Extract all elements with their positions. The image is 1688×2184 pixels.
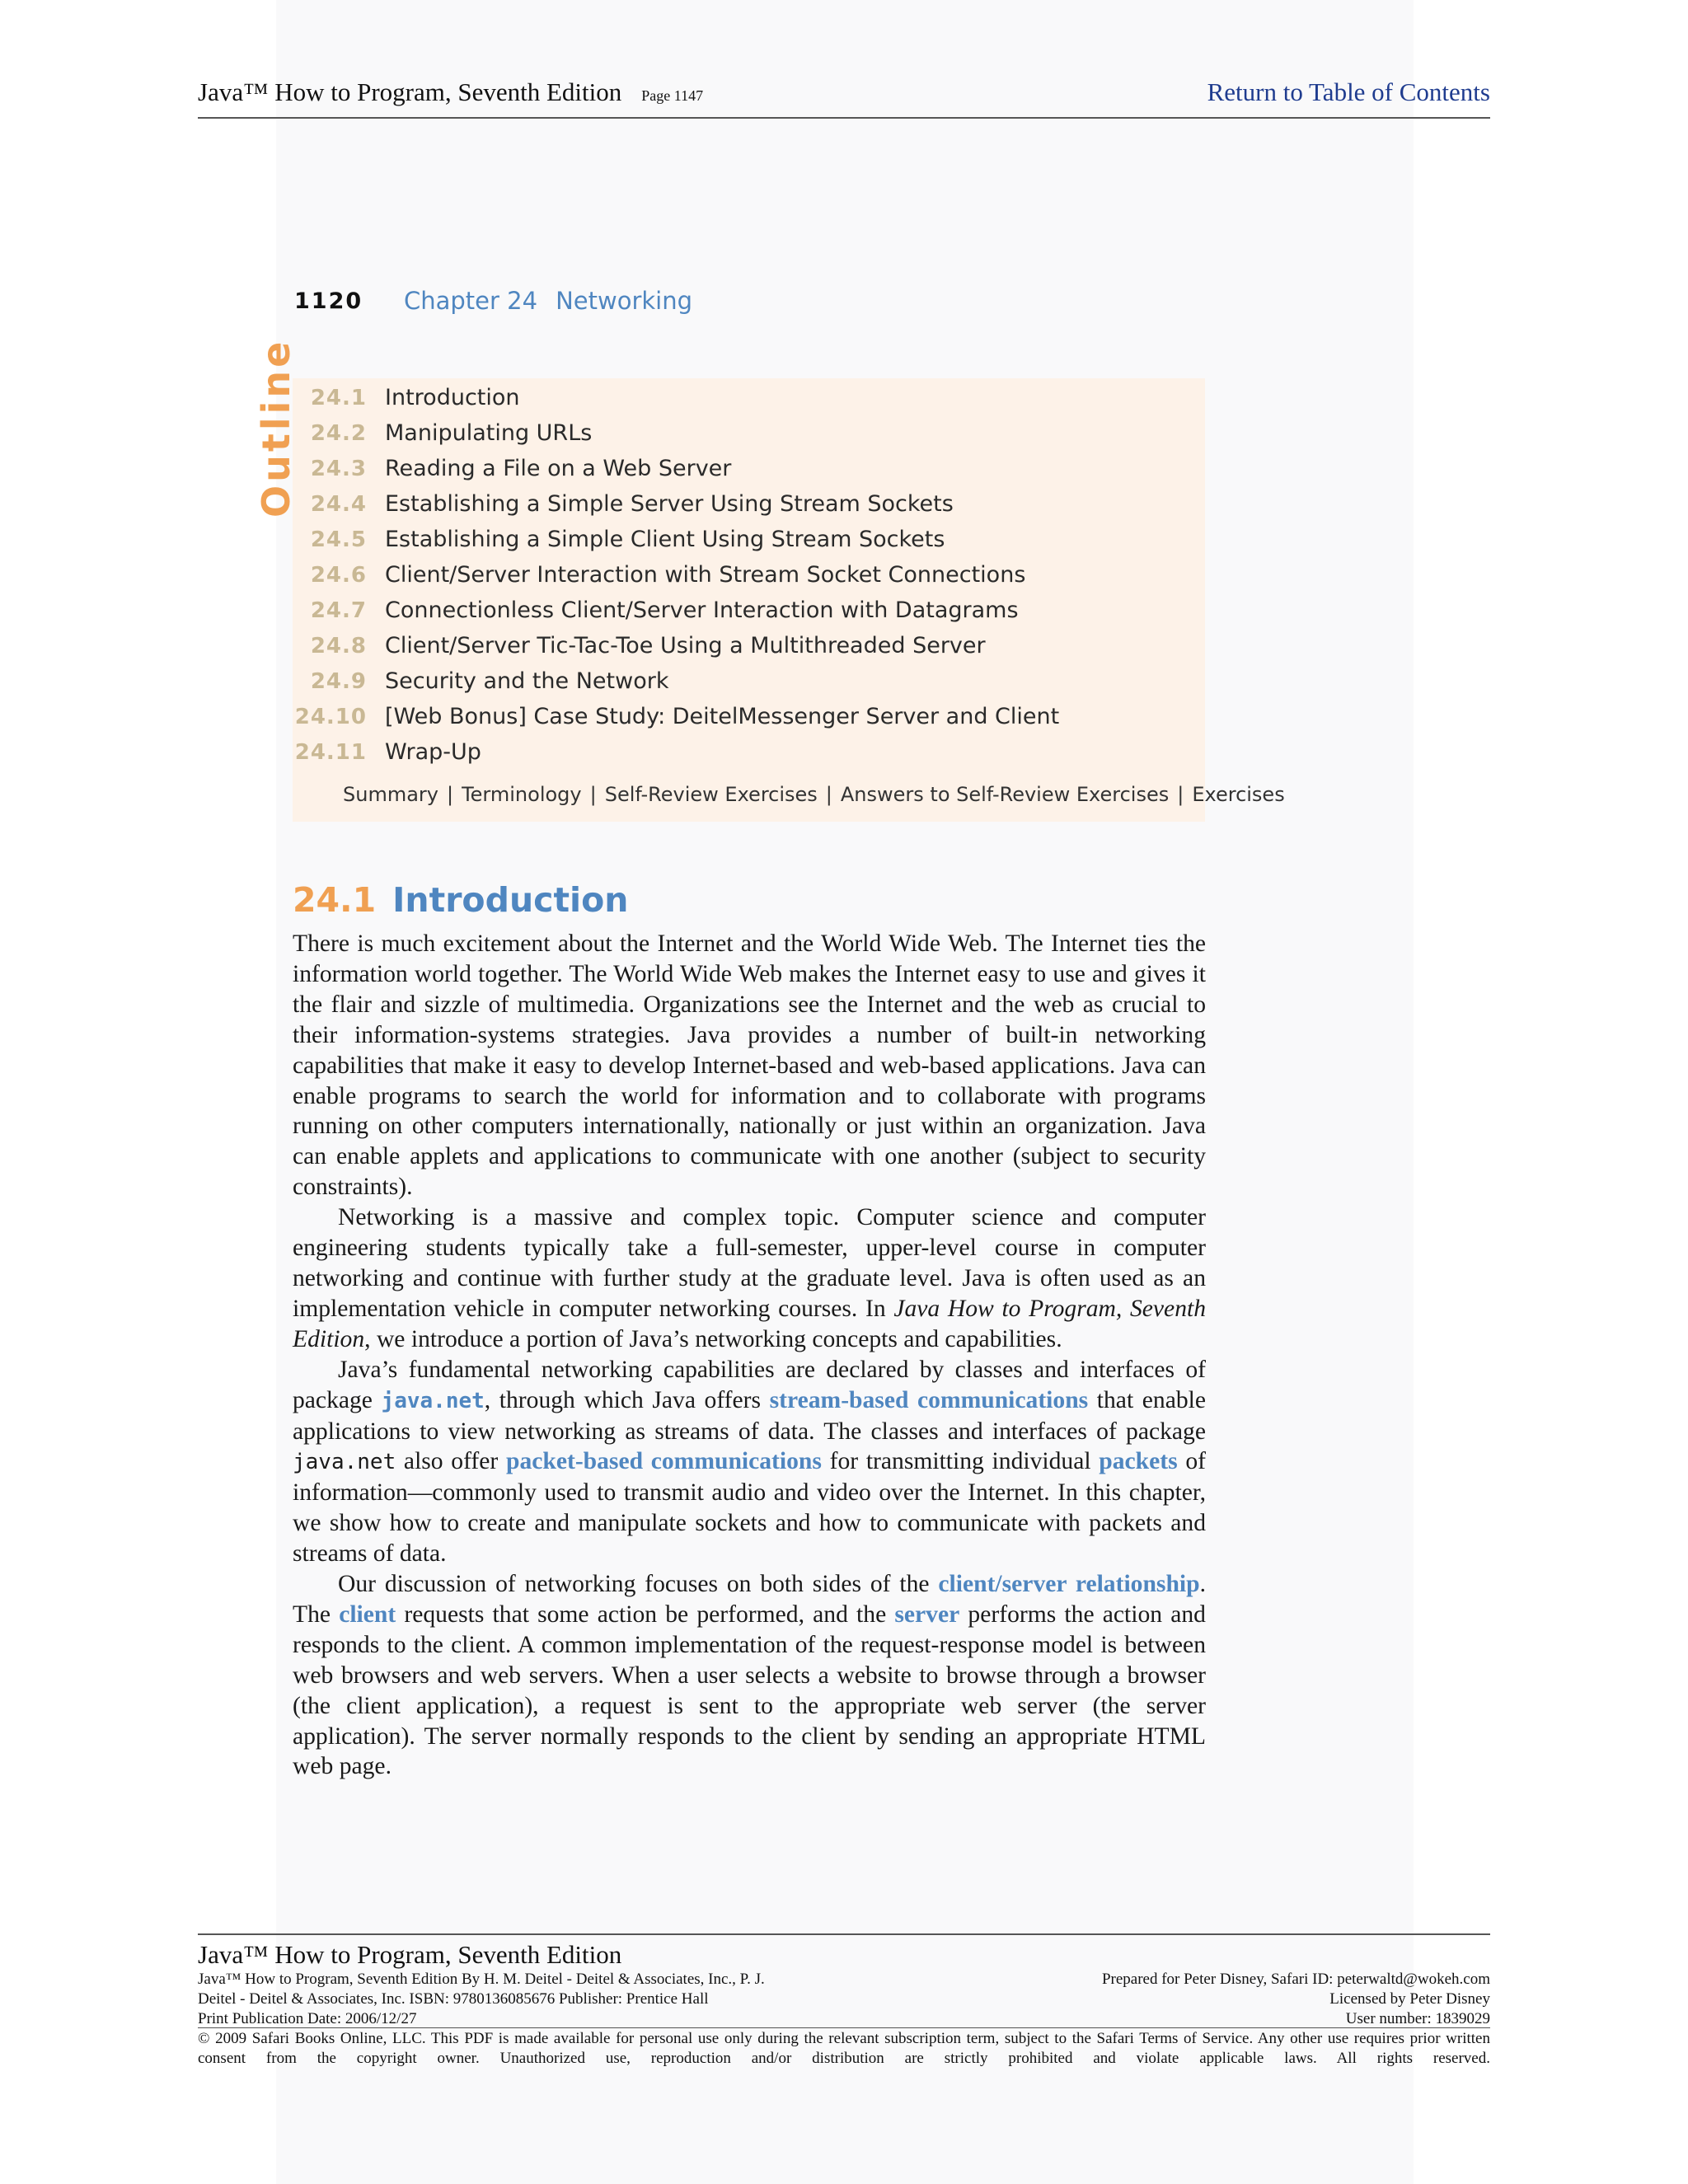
body-text bbox=[293, 929, 1206, 1782]
key-term: client bbox=[339, 1601, 396, 1628]
exercises-link: Exercises bbox=[1192, 783, 1285, 806]
chapter-label: Chapter 24 Networking bbox=[404, 287, 693, 315]
outline-item-number: 24.8 bbox=[310, 634, 367, 658]
outline-item-number: 24.6 bbox=[310, 563, 367, 588]
outline-item bbox=[293, 594, 1205, 630]
outline-item-title: Establishing a Simple Server Using Stream Sockets bbox=[385, 491, 954, 517]
key-term: stream-based communications bbox=[769, 1386, 1089, 1413]
outline-item bbox=[293, 630, 1205, 665]
outline-item bbox=[293, 736, 1205, 771]
outline-item bbox=[293, 523, 1205, 559]
summary-link: Summary bbox=[343, 783, 438, 806]
code-term: java.net bbox=[381, 1388, 485, 1413]
return-to-toc-link[interactable]: Return to Table of Contents bbox=[1207, 77, 1490, 106]
footer-licensed-by: Licensed by Peter Disney bbox=[1329, 1990, 1490, 2008]
outline-item-number: 24.9 bbox=[310, 669, 367, 694]
paragraph: Java’s fundamental networking capabilities are declared by classes and interfaces of package java.net, through which Java offers stream-based communications that enable applications to view networking as streams of data. The classes and interfaces of package java.net also offer packet-based communications for transmitting individual packets of information—commonly used to transmit audio and video over the Internet. In this chapter, we show how to create and manipulate sockets and how to communicate with packets and streams of data. bbox=[293, 1356, 1206, 1568]
printed-page-number: 1120 bbox=[294, 288, 363, 314]
footer-user-number: User number: 1839029 bbox=[1345, 2010, 1490, 2027]
outline-item bbox=[293, 559, 1205, 594]
outline-item-title: Introduction bbox=[385, 385, 520, 410]
footer-publication-date: Print Publication Date: 2006/12/27 bbox=[198, 2010, 417, 2027]
link-separator: | bbox=[589, 783, 597, 806]
outline-section-links bbox=[343, 783, 1285, 806]
chapter-title: Networking bbox=[556, 287, 693, 315]
book-title-italic: Java How to Program, Seventh Edition bbox=[293, 1295, 1207, 1352]
outline-item-title: Manipulating URLs bbox=[385, 420, 593, 446]
outline-item-number: 24.4 bbox=[310, 492, 367, 517]
outline-item-title: Establishing a Simple Client Using Stream Sockets bbox=[385, 527, 945, 552]
outline-item-number: 24.3 bbox=[310, 457, 367, 481]
outline-item-title: Security and the Network bbox=[385, 668, 669, 694]
footer-prepared-for: Prepared for Peter Disney, Safari ID: peterwaltd@wokeh.com bbox=[1101, 1971, 1490, 1988]
outline-item-number: 24.1 bbox=[310, 386, 367, 410]
outline-item bbox=[293, 488, 1205, 523]
outline-item bbox=[293, 701, 1205, 736]
link-separator: | bbox=[825, 783, 832, 806]
answers-link: Answers to Self-Review Exercises bbox=[840, 783, 1170, 806]
outline-item bbox=[293, 417, 1205, 452]
paragraph: There is much excitement about the Internet and the World Wide Web. The Internet ties the information world together. The World Wide Web makes the Internet easy to use and gives it the flair and sizzle of multimedia. Organizations see the Internet and the web as crucial to their information-systems strategies. Java provides a number of built-in networking capabilities that make it easy to develop Internet-based and web-based applications. Java can enable programs to search the world for information and to collaborate with programs running on other computers internationally, nationally or just within an organization. Java can enable applets and applications to communicate with one another (subject to security constraints). bbox=[293, 930, 1206, 1201]
code-text: java.net bbox=[293, 1450, 396, 1475]
paragraph: Our discussion of networking focuses on both sides of the client/server relationship. The client requests that some action be performed, and the server performs the action and responds to the client. A common implementation of the request-response model is between web browsers and web servers. When a user selects a website to browse through a browser (the client application), a request is sent to the appropriate web server (the server application). The server normally responds to the client by sending an appropriate HTML web page. bbox=[293, 1571, 1206, 1780]
outline-item-title: Wrap-Up bbox=[385, 739, 481, 765]
section-number: 24.1 bbox=[293, 880, 377, 920]
section-title: Introduction bbox=[392, 880, 629, 920]
outline-item-number: 24.11 bbox=[294, 740, 367, 765]
outline-item-number: 24.5 bbox=[310, 527, 367, 552]
footer-book-title: Java™ How to Program, Seventh Edition bbox=[198, 1940, 622, 1969]
outline-vertical-label: Outline bbox=[254, 338, 298, 518]
header-book-title: Java™ How to Program, Seventh Edition Page 1147 bbox=[198, 77, 704, 106]
outline-item-title: Connectionless Client/Server Interaction with Datagrams bbox=[385, 598, 1019, 623]
page-footer bbox=[198, 1933, 1490, 2067]
link-separator: | bbox=[446, 783, 454, 806]
page-header bbox=[198, 76, 1490, 119]
header-page-number: Page 1147 bbox=[641, 87, 704, 104]
outline-item-title: [Web Bonus] Case Study: DeitelMessenger Server and Client bbox=[385, 704, 1060, 729]
outline-item-number: 24.2 bbox=[310, 421, 367, 446]
key-term: packet-based communications bbox=[505, 1448, 822, 1475]
key-term: packets bbox=[1099, 1448, 1178, 1475]
section-heading bbox=[293, 880, 628, 920]
outline-list bbox=[293, 382, 1205, 771]
key-term: client/server relationship bbox=[938, 1571, 1200, 1598]
outline-item-title: Reading a File on a Web Server bbox=[385, 456, 732, 481]
outline-item bbox=[293, 665, 1205, 701]
terminology-link: Terminology bbox=[462, 783, 582, 806]
key-term: server bbox=[894, 1601, 960, 1628]
link-separator: | bbox=[1177, 783, 1184, 806]
self-review-exercises-link: Self-Review Exercises bbox=[604, 783, 818, 806]
outline-item-number: 24.10 bbox=[294, 705, 367, 729]
outline-item-number: 24.7 bbox=[310, 598, 367, 623]
paragraph: Networking is a massive and complex topic. Computer science and computer engineering students typically take a full-semester, upper-level course in computer networking and continue with further study at the graduate level. Java is often used as an implementation vehicle in computer networking courses. In Java How to Program, Seventh Edition, we introduce a portion of Java’s networking concepts and capabilities. bbox=[293, 1204, 1207, 1352]
outline-item-title: Client/Server Interaction with Stream Socket Connections bbox=[385, 562, 1026, 588]
footer-book-info: Java™ How to Program, Seventh Edition By H. M. Deitel - Deitel & Associates, Inc., P. J. bbox=[198, 1971, 765, 1988]
outline-item bbox=[293, 452, 1205, 488]
outline-item-title: Client/Server Tic-Tac-Toe Using a Multithreaded Server bbox=[385, 633, 986, 658]
footer-book-info: Deitel - Deitel & Associates, Inc. ISBN: 9780136085676 Publisher: Prentice Hall bbox=[198, 1990, 709, 2008]
footer-divider bbox=[198, 2027, 1490, 2028]
footer-copyright: © 2009 Safari Books Online, LLC. This PDF is made available for personal use only during the relevant subscription term, subject to the Safari Terms of Service. Any other use requires prior written consent from the copyright owner. Unauthorized use, reproduction and/or distribution are strictly prohibited and violate applicable laws. All rights reserved. bbox=[198, 2030, 1490, 2067]
outline-item bbox=[293, 382, 1205, 417]
